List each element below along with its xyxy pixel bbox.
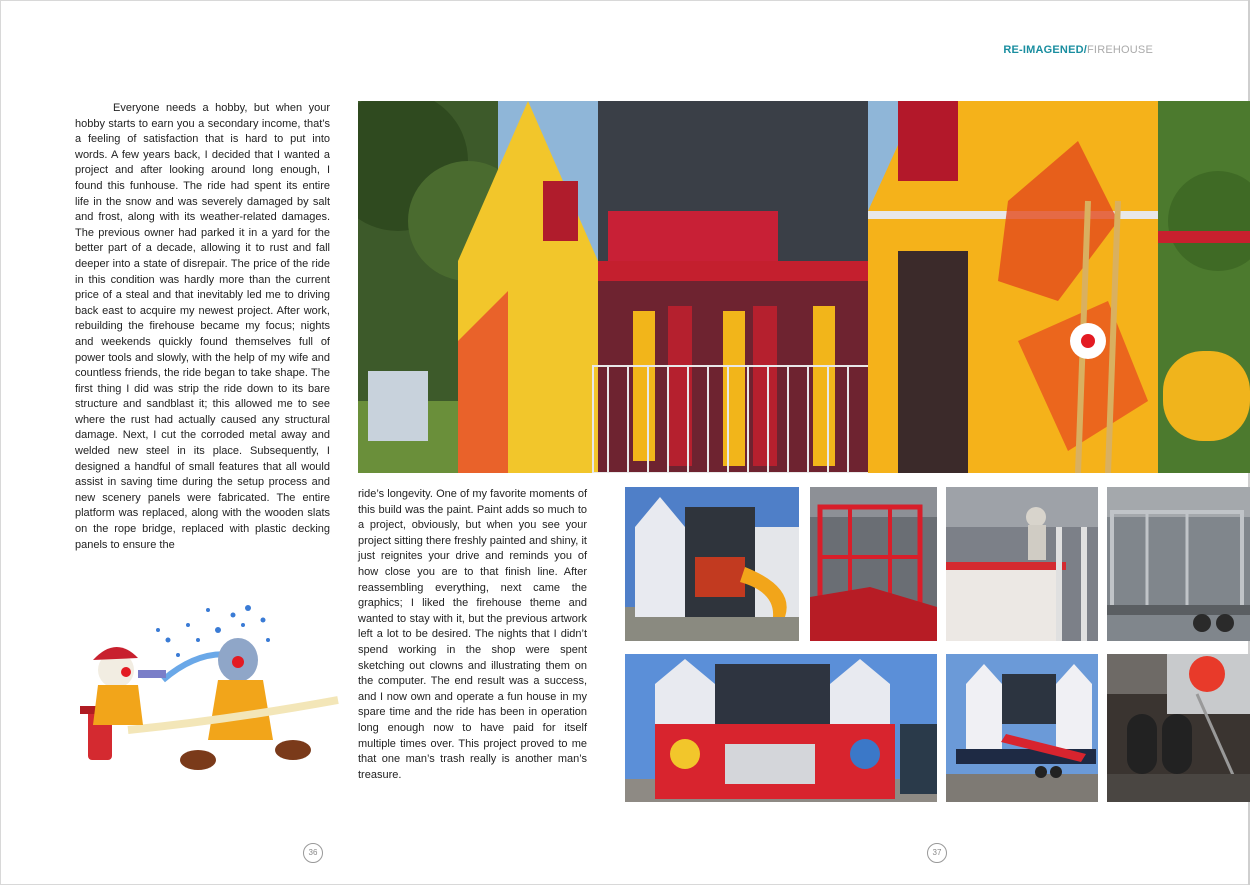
article-column-1 (75, 101, 330, 553)
running-header (1003, 44, 1153, 56)
photo-trailer-interior (1107, 654, 1250, 802)
page-number-right: 37 (927, 843, 947, 863)
photo-workshop-painting (946, 487, 1098, 641)
clown-firefighter-illustration (68, 600, 348, 780)
photo-funhouse-before (625, 487, 799, 641)
page-number-left: 36 (303, 843, 323, 863)
article-text-2: ride’s longevity. One of my favorite moments of this build was the paint. Paint adds so much to a project, obviously, but when you see your project sitting there freshly painted and shiny, it just reignites your drive and reminds you of how close you are to that finish line. After reassembling everything, next came the graphics; I liked the firehouse theme and wanted to stay with it, but the previous artwork left a lot to be desired. The nights that I didn’t spend working in the shop were spent sketching out clowns and illustrating them on the computer. The end result was a success, and I now own and operate a fun house in my spare time and the ride has been in operation long enough now to have paid for itself multiple times over. This project proved to me that one man’s trash really is another man’s treasure. (358, 488, 587, 781)
photo-trailer-frame (1107, 487, 1250, 641)
header-section: FIREHOUSE (1087, 44, 1153, 56)
article-column-2 (358, 487, 587, 783)
photo-funhouse-on-trailer (946, 654, 1098, 802)
hero-photo-firehouse-funhouse (358, 101, 1250, 473)
article-text-1: Everyone needs a hobby, but when your hobby starts to earn you a secondary income, that’s a feeling of satisfaction that is hard to put into words. A few years back, I decided that I wanted a project and after looking around long enough, I found this funhouse. The ride had spent its entire life in the snow and was severely damaged by salt and frost, along with its weather-related damages. The previous owner had parked it in a yard for the better part of a decade, allowing it to rust and fall deeper into a state of disrepair. The price of the ride in this condition was hardly more than the current price of a steal and that inevitably led me to driving back east to acquire my newest project. After work, rebuilding the firehouse became my focus; nights and weekends quickly found themselves full of power tools and slowly, with the help of my wife and countless friends, the ride began to take shape. The first thing I did was strip the ride down to its bare structure and sandblast it; this allowed me to see where the rust had actually caused any structural damage. Next, I cut the corroded metal away and welded new steel in its place. Subsequently, I designed a handful of small features that all would assist in saving time during the setup process and new scenery panels were fabricated. The entire platform was replaced, along with the wooden slats on the rope bridge, replaced with plastic decking panels to ensure the (75, 102, 330, 551)
photo-red-frame-structure (810, 487, 937, 641)
photo-finished-funhouse (625, 654, 937, 802)
header-brand: RE-IMAGENED/ (1003, 44, 1088, 56)
